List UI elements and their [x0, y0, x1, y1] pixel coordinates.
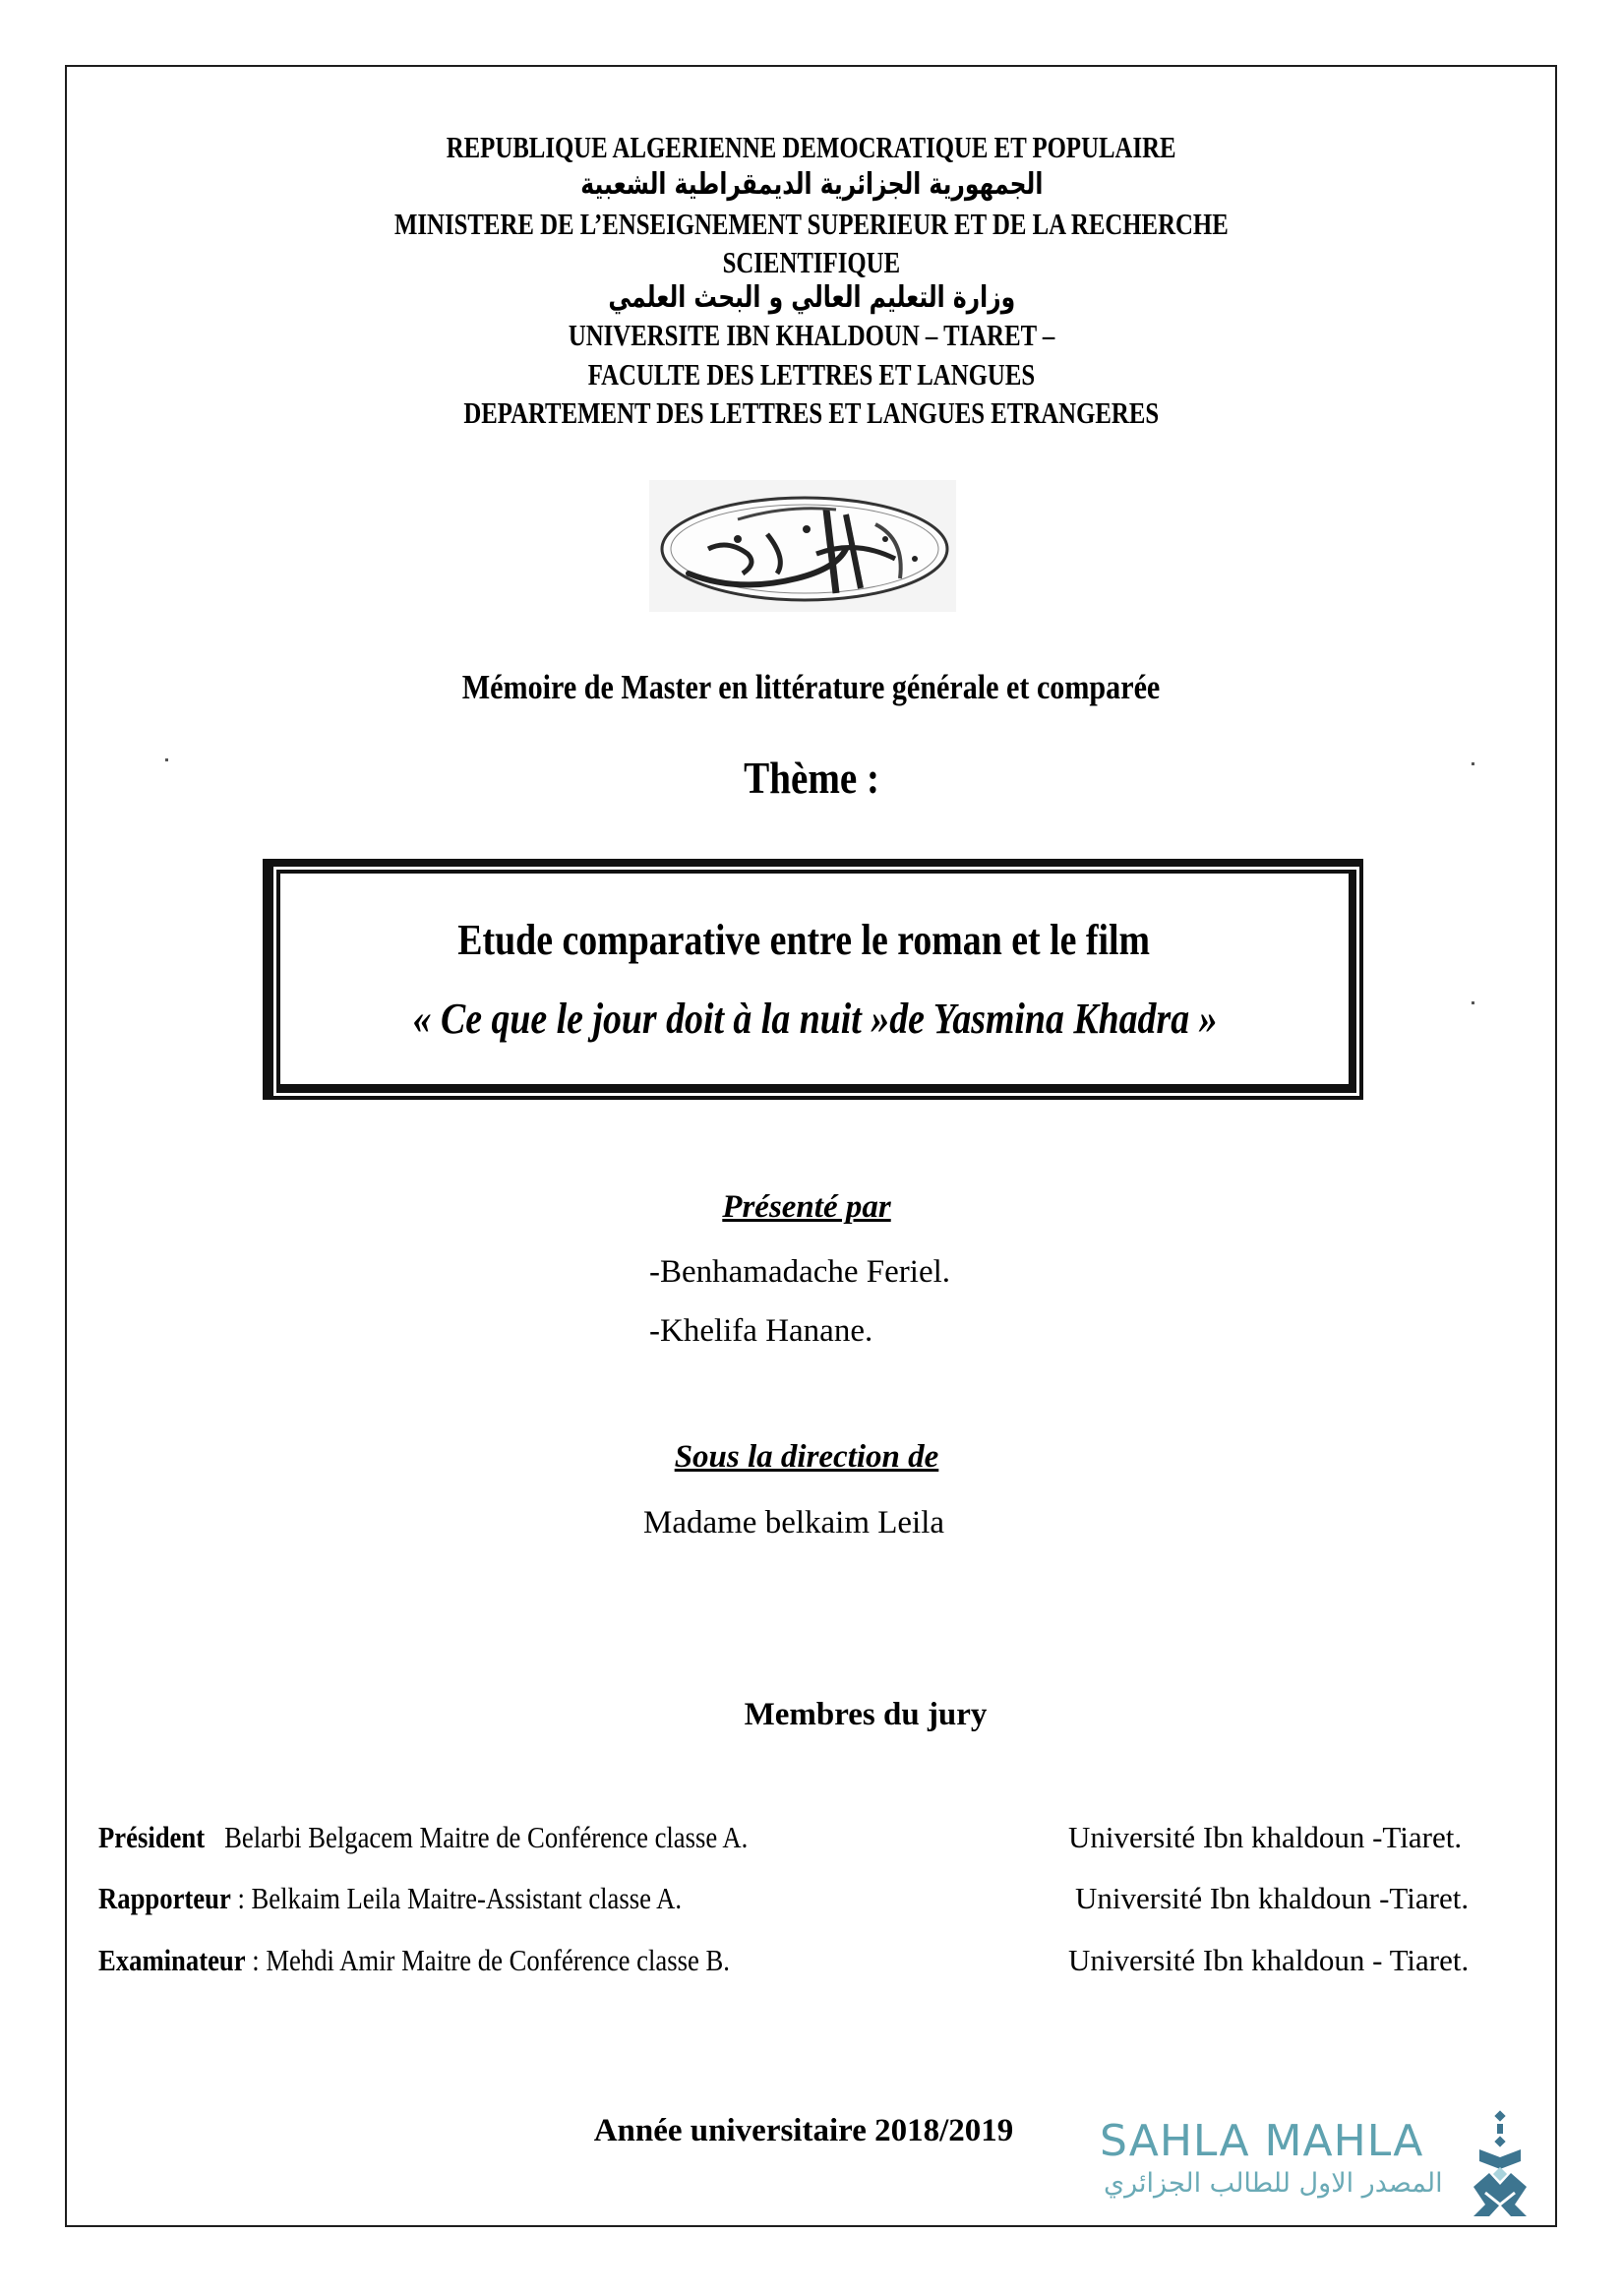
thesis-subtitle: [4, 994, 1623, 1045]
jury-details: Belkaim Leila Maitre-Assistant classe A.: [251, 1881, 683, 1915]
header-republic-text: REPUBLIQUE ALGERIENNE DEMOCRATIQUE ET POPULAIRE: [447, 130, 1176, 164]
thesis-title-text: Etude comparative entre le roman et le film: [457, 916, 1150, 964]
supervisor-name: Madame belkaim Leila: [643, 1505, 945, 1541]
presented-by-heading-text: Présenté par: [722, 1189, 891, 1225]
stray-dot: [165, 758, 168, 761]
theme-label: [0, 752, 1623, 805]
jury-member-info: [98, 1879, 682, 1918]
jury-heading: [54, 1695, 1623, 1734]
sahla-mahla-tagline: المصدر الاول للطالب الجزائري: [1104, 2168, 1443, 2199]
supervision-heading-text: Sous la direction de: [674, 1439, 939, 1475]
jury-role: Rapporteur: [98, 1881, 231, 1915]
header-republic-arabic: [0, 167, 1623, 203]
theme-label-text: Thème :: [744, 753, 879, 803]
jury-role: Président: [98, 1820, 206, 1854]
header-ministry: [0, 207, 1623, 242]
header-department-text: DEPARTEMENT DES LETTRES ET LANGUES ETRANGERES: [463, 395, 1160, 430]
jury-row-rapporteur: [98, 1879, 1515, 1918]
header-faculty: [0, 357, 1623, 393]
header-ministry-cont-text: SCIENTIFIQUE: [722, 245, 901, 279]
header-faculty-text: FACULTE DES LETTRES ET LANGUES: [587, 357, 1036, 392]
author-item: -Benhamadache Feriel.: [649, 1254, 951, 1290]
university-calligraphy-emblem-icon: [649, 480, 956, 612]
header-republic: [0, 130, 1623, 165]
header-ministry-arabic: [0, 280, 1623, 316]
supervision-heading: [0, 1437, 1618, 1477]
jury-separator: :: [230, 1881, 252, 1915]
jury-role: Examinateur: [98, 1943, 246, 1977]
thesis-subtitle-text: « Ce que le jour doit à la nuit »de Yasmina Khadra »: [413, 995, 1218, 1043]
academic-year-text: Année universitaire 2018/2019: [593, 2113, 1014, 2148]
header-republic-arabic-text: الجمهورية الجزائرية الديمقراطية الشعبية: [579, 167, 1044, 202]
jury-row-president: [98, 1818, 1515, 1857]
jury-member-info: [98, 1941, 730, 1980]
memoire-subtitle-text: Mémoire de Master en littérature générale et comparée: [462, 668, 1161, 706]
sahla-mahla-brand: SAHLA MAHLA: [1100, 2116, 1424, 2166]
sahla-mahla-watermark: [1100, 2110, 1513, 2218]
jury-institution: Université Ibn khaldoun -Tiaret.: [1075, 1881, 1470, 1915]
jury-row-examinateur: [98, 1941, 1515, 1980]
header-university-text: UNIVERSITE IBN KHALDOUN – TIARET –: [568, 318, 1055, 352]
jury-separator: [205, 1820, 224, 1854]
header-ministry-text: MINISTERE DE L’ENSEIGNEMENT SUPERIEUR ET DE LA RECHERCHE: [394, 207, 1229, 241]
jury-details: Mehdi Amir Maitre de Conférence classe B.: [266, 1943, 730, 1977]
title-frame: [263, 859, 1363, 1100]
header-ministry-cont: [0, 245, 1623, 280]
jury-institution: Université Ibn khaldoun -Tiaret.: [1068, 1820, 1463, 1854]
jury-institution: Université Ibn khaldoun - Tiaret.: [1068, 1943, 1470, 1977]
presented-by-heading: [0, 1187, 1618, 1227]
memoire-subtitle: [0, 667, 1623, 708]
jury-details: Belarbi Belgacem Maitre de Conférence classe A.: [224, 1820, 749, 1854]
thesis-title: [0, 915, 1615, 966]
jury-separator: :: [245, 1943, 267, 1977]
jury-heading-text: Membres du jury: [744, 1697, 988, 1732]
header-ministry-arabic-text: وزارة التعليم العالي و البحث العلمي: [608, 280, 1015, 315]
author-item: -Khelifa Hanane.: [649, 1313, 873, 1349]
jury-member-info: [98, 1818, 748, 1857]
stray-dot: [1472, 762, 1474, 765]
title-frame-inner: [276, 870, 1356, 1093]
header-department: [0, 395, 1623, 431]
sahla-mahla-logo-icon: [1470, 2110, 1533, 2218]
header-university: [0, 318, 1623, 353]
